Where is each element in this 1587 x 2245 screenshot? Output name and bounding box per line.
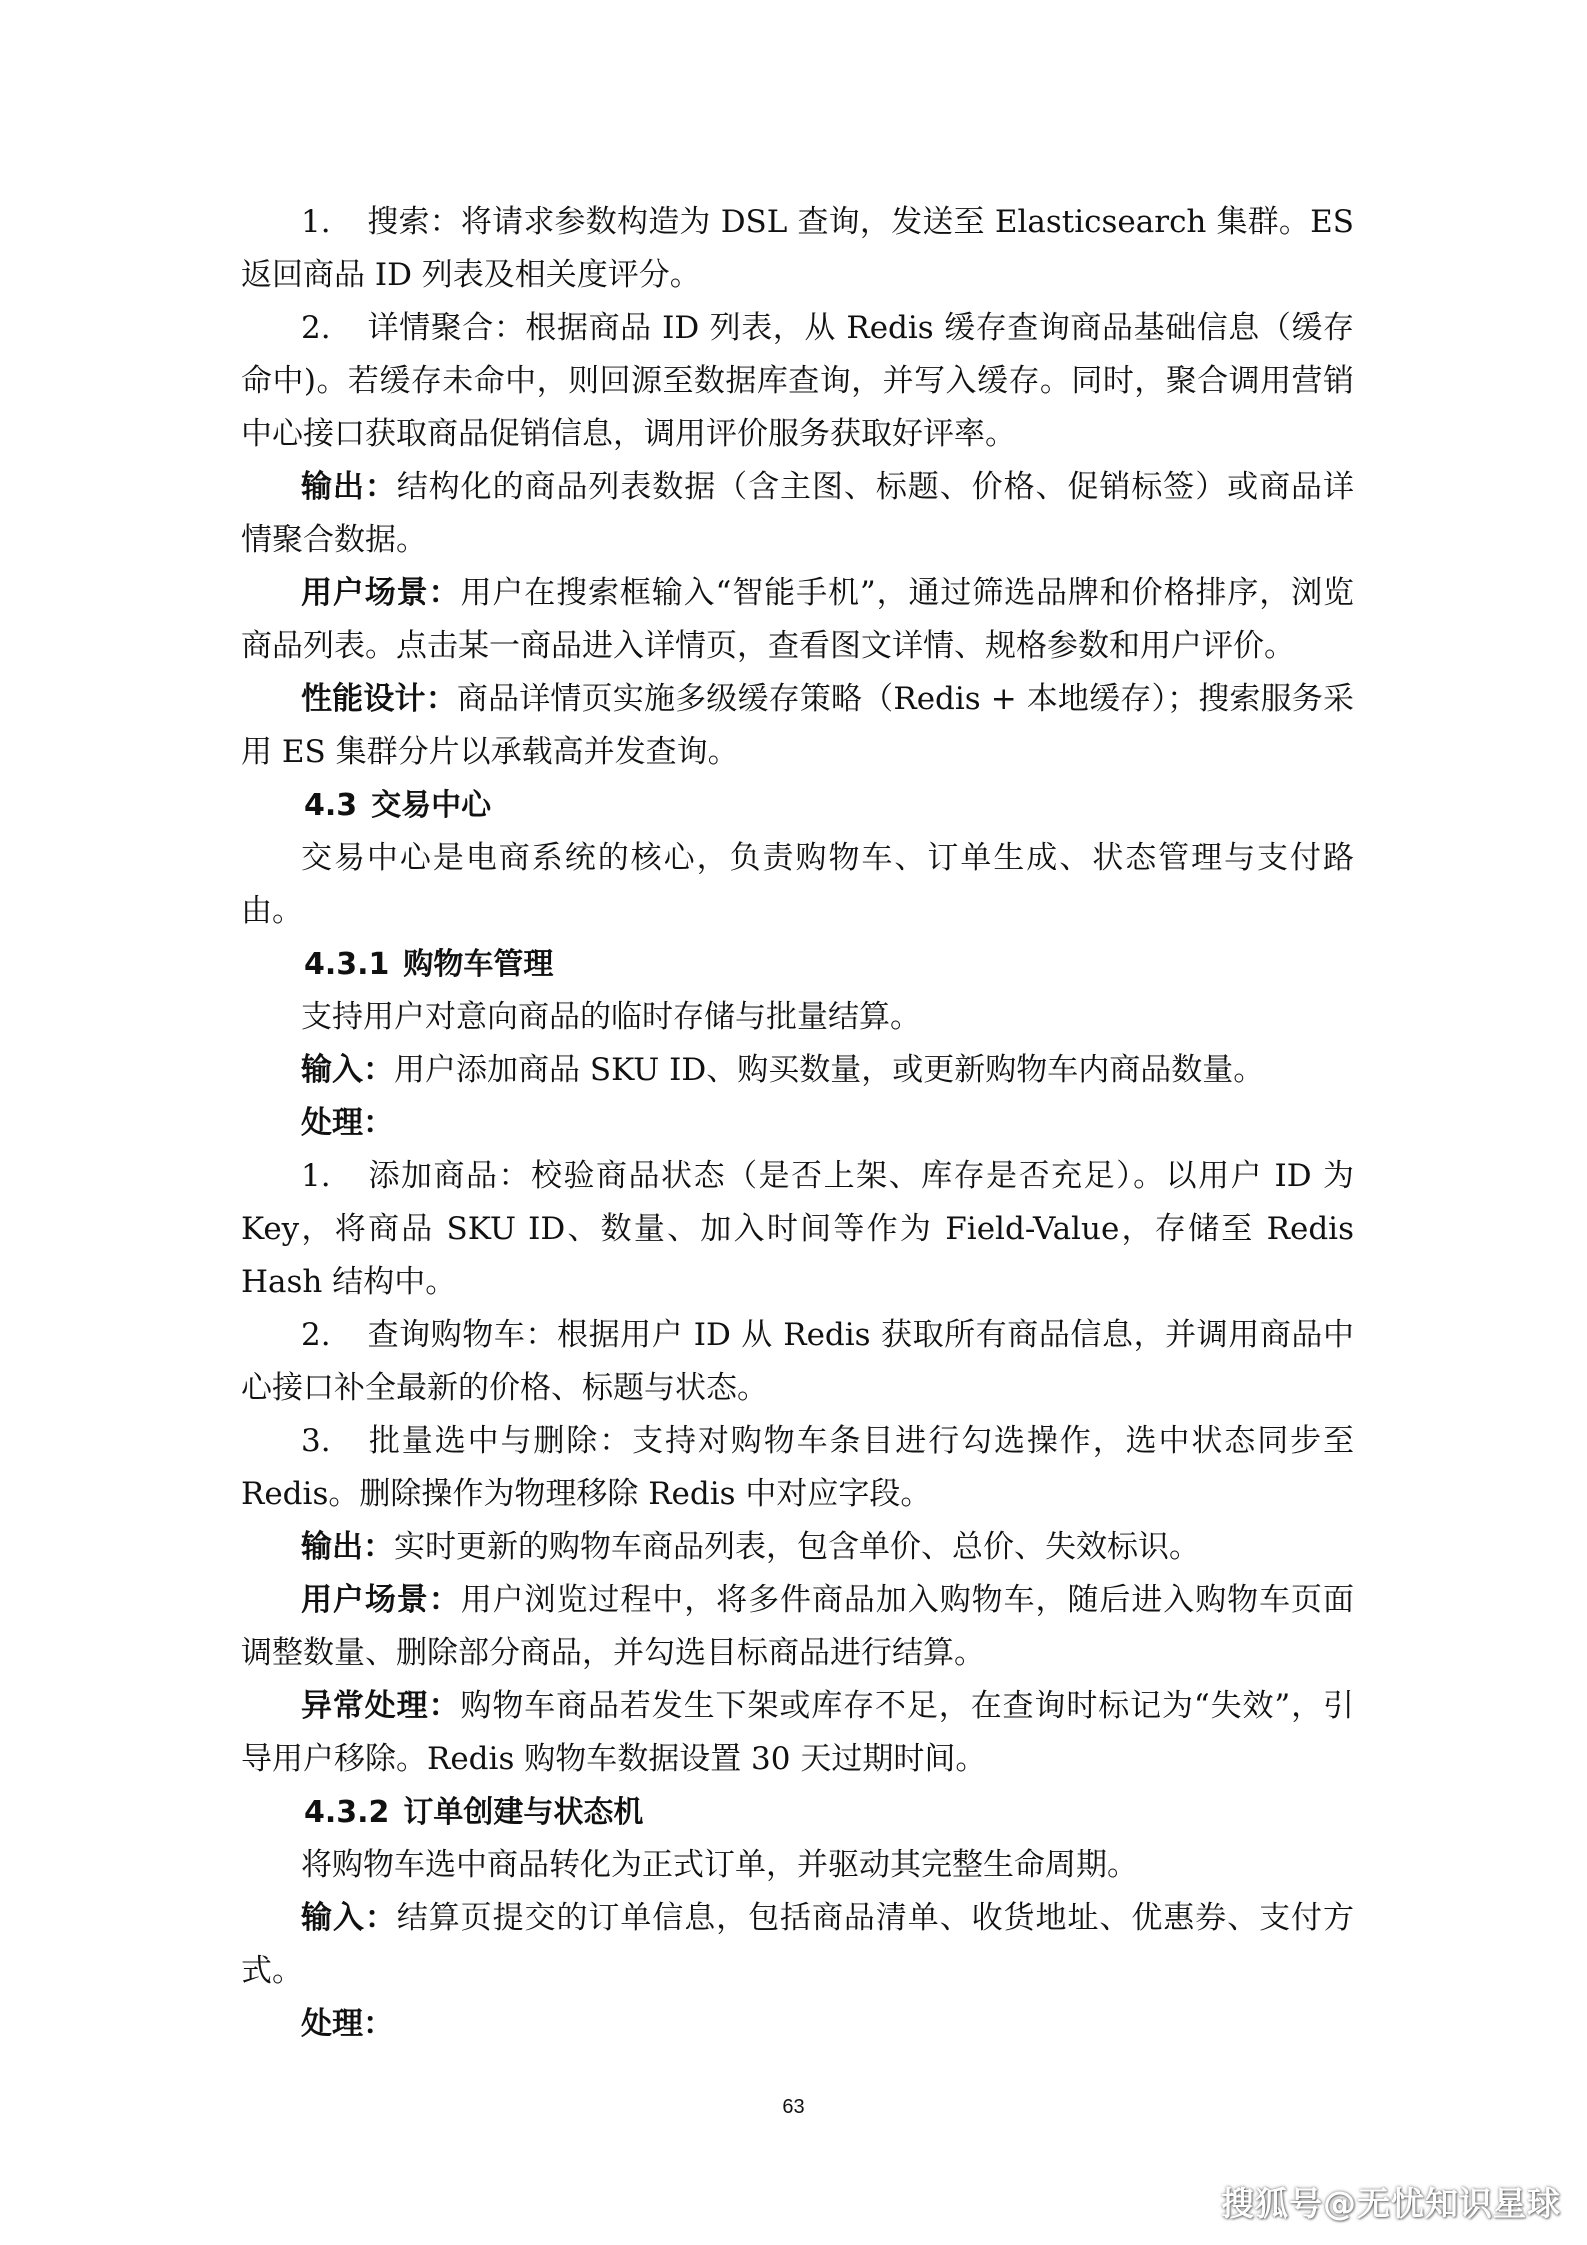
paragraph-lead: 用户场景： (301, 1582, 461, 1618)
paragraph (241, 1839, 1354, 1892)
paragraph-lead: 输出： (301, 1529, 394, 1565)
labeled-paragraph (241, 1998, 1354, 2051)
paragraph (241, 991, 1354, 1044)
paragraph-text: 购物车商品若发生下架或库存不足，在查询时标记为“失效”，引导用户移除。Redis 购物车数据设置 30 天过期时间。 (241, 1688, 1355, 1777)
list-number: 1. (301, 1158, 331, 1194)
paragraph-lead: 输出： (301, 469, 397, 505)
paragraph-text: 用户在搜索框输入“智能手机”，通过筛选品牌和价格排序，浏览商品列表。点击某一商品进入详情页，查看图文详情、规格参数和用户评价。 (241, 575, 1355, 664)
paragraph-text: 商品详情页实施多级缓存策略（Redis + 本地缓存）；搜索服务采用 ES 集群分片以承载高并发查询。 (241, 681, 1354, 770)
paragraph-lead: 异常处理： (301, 1688, 461, 1724)
numbered-paragraph (241, 1150, 1354, 1309)
paragraph-text: 用户添加商品 SKU ID、购买数量，或更新购物车内商品数量。 (394, 1052, 1265, 1088)
paragraph-text: 用户浏览过程中，将多件商品加入购物车，随后进入购物车页面调整数量、删除部分商品，并勾选目标商品进行结算。 (241, 1582, 1354, 1671)
page-number: 63 (782, 2096, 805, 2118)
paragraph-text: 添加商品：校验商品状态（是否上架、库存是否充足）。以用户 ID 为 Key，将商品 SKU ID、数量、加入时间等作为 Field-Value，存储至 Redis Hash 结构中。 (241, 1158, 1354, 1300)
paragraph (241, 832, 1354, 938)
paragraph-text: 实时更新的购物车商品列表，包含单价、总价、失效标识。 (394, 1529, 1200, 1565)
paragraph-lead: 输入： (301, 1900, 397, 1936)
paragraph-lead: 用户场景： (301, 575, 461, 611)
watermark: 搜狐号@无忧知识星球 (1221, 2183, 1561, 2223)
paragraph-text: 查询购物车：根据用户 ID 从 Redis 获取所有商品信息，并调用商品中心接口补全最新的价格、标题与状态。 (241, 1317, 1354, 1406)
numbered-paragraph (241, 1415, 1354, 1521)
labeled-paragraph (241, 673, 1354, 779)
list-number: 1. (301, 204, 331, 240)
paragraph-text: 将购物车选中商品转化为正式订单，并驱动其完整生命周期。 (301, 1847, 1138, 1883)
labeled-paragraph (241, 1574, 1354, 1680)
paragraph-text: 详情聚合：根据商品 ID 列表，从 Redis 缓存查询商品基础信息（缓存命中)。若缓存未命中，则回源至数据库查询，并写入缓存。同时，聚合调用营销中心接口获取商品促销信息，调用评价服务获取好评率。 (241, 310, 1354, 452)
labeled-paragraph (241, 1097, 1354, 1150)
paragraph-lead: 性能设计： (301, 681, 457, 717)
list-number: 2. (301, 1317, 331, 1353)
section-title: 订单创建与状态机 (403, 1795, 644, 1830)
paragraph-text: 批量选中与删除：支持对购物车条目进行勾选操作，选中状态同步至 Redis。删除操作为物理移除 Redis 中对应字段。 (241, 1423, 1354, 1512)
labeled-paragraph (241, 1521, 1354, 1574)
section-number: 4.3 (304, 788, 358, 823)
document-body (241, 196, 1354, 2051)
labeled-paragraph (241, 1044, 1354, 1097)
numbered-paragraph (241, 1309, 1354, 1415)
paragraph-text: 结构化的商品列表数据（含主图、标题、价格、促销标签）或商品详情聚合数据。 (241, 469, 1354, 558)
list-number: 2. (301, 310, 331, 346)
section-heading (241, 779, 1354, 832)
numbered-paragraph (241, 302, 1354, 461)
paragraph-lead: 输入： (301, 1052, 394, 1088)
section-title: 购物车管理 (403, 947, 554, 982)
paragraph-text: 支持用户对意向商品的临时存储与批量结算。 (301, 999, 921, 1035)
labeled-paragraph (241, 567, 1354, 673)
labeled-paragraph (241, 461, 1354, 567)
subsection-heading (241, 1786, 1354, 1839)
paragraph-text: 结算页提交的订单信息，包括商品清单、收货地址、优惠券、支付方式。 (241, 1900, 1354, 1989)
list-number: 3. (301, 1423, 331, 1459)
labeled-paragraph (241, 1680, 1354, 1786)
labeled-paragraph (241, 1892, 1354, 1998)
section-number: 4.3.2 (304, 1795, 390, 1830)
paragraph-lead: 处理： (301, 2006, 394, 2042)
section-number: 4.3.1 (304, 947, 390, 982)
numbered-paragraph (241, 196, 1354, 302)
subsection-heading (241, 938, 1354, 991)
paragraph-text: 搜索：将请求参数构造为 DSL 查询，发送至 Elasticsearch 集群。ES 返回商品 ID 列表及相关度评分。 (241, 204, 1354, 293)
section-title: 交易中心 (371, 788, 492, 823)
paragraph-text: 交易中心是电商系统的核心，负责购物车、订单生成、状态管理与支付路由。 (241, 840, 1354, 929)
paragraph-lead: 处理： (301, 1105, 394, 1141)
